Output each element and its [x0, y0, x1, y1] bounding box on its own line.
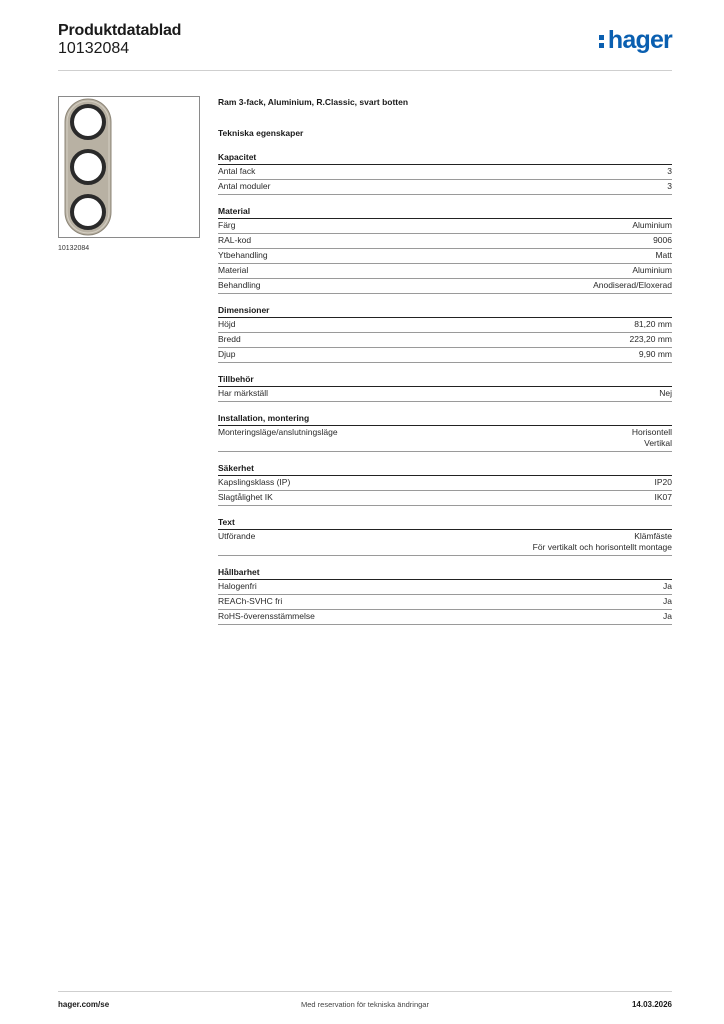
property-value: Aluminium: [632, 220, 672, 230]
property-label: Antal fack: [218, 166, 256, 176]
page-header: [58, 22, 672, 71]
page-footer: [58, 991, 672, 1012]
footer-disclaimer: Med reservation för tekniska ändringar: [301, 1000, 429, 1009]
property-label: Höjd: [218, 319, 236, 329]
property-label: Färg: [218, 220, 236, 230]
property-values: [663, 596, 672, 607]
property-row: [218, 234, 672, 249]
property-group: [218, 151, 672, 195]
property-group: [218, 516, 672, 556]
property-values: [632, 220, 672, 231]
property-row: [218, 595, 672, 610]
property-values: [653, 235, 672, 246]
group-title: Säkerhet: [218, 462, 672, 476]
property-value: 223,20 mm: [629, 334, 672, 344]
property-value: 81,20 mm: [634, 319, 672, 329]
property-value: Vertikal: [644, 438, 672, 448]
property-row: [218, 180, 672, 195]
property-row: [218, 219, 672, 234]
property-values: [663, 581, 672, 592]
property-values: [593, 280, 672, 291]
property-groups: [218, 151, 672, 625]
section-heading: Tekniska egenskaper: [218, 128, 304, 138]
property-label: Ytbehandling: [218, 250, 268, 260]
footer-website[interactable]: hager.com/se: [58, 1000, 110, 1009]
property-label: REACh-SVHC fri: [218, 596, 283, 606]
property-label: Behandling: [218, 280, 261, 290]
property-label: RoHS-överensstämmelse: [218, 611, 315, 621]
property-value: Klämfäste: [634, 531, 672, 541]
property-values: [632, 265, 672, 276]
group-title: Material: [218, 205, 672, 219]
property-values: [629, 334, 672, 345]
property-value: Aluminium: [632, 265, 672, 275]
property-group: [218, 412, 672, 452]
property-value: IP20: [654, 477, 672, 487]
document-title: Produktdatablad: [58, 22, 182, 39]
property-values: [632, 427, 672, 449]
property-value: Ja: [663, 581, 672, 591]
property-label: Slagtålighet IK: [218, 492, 273, 502]
group-title: Hållbarhet: [218, 566, 672, 580]
product-name: Ram 3-fack, Aluminium, R.Classic, svart botten: [218, 97, 409, 107]
property-group: [218, 304, 672, 363]
logo-colon-icon: [599, 33, 606, 49]
property-label: Material: [218, 265, 249, 275]
product-details: [218, 96, 672, 625]
property-values: [655, 477, 673, 488]
property-value: 3: [667, 166, 672, 176]
property-group: [218, 462, 672, 506]
property-label: Halogenfri: [218, 581, 257, 591]
group-title: Dimensioner: [218, 304, 672, 318]
property-label: Monteringsläge/anslutningsläge: [218, 427, 338, 437]
property-row: [218, 476, 672, 491]
property-label: Kapslingsklass (IP): [218, 477, 291, 487]
group-title: Tillbehör: [218, 373, 672, 387]
property-row: [218, 530, 672, 556]
property-values: [533, 531, 672, 553]
property-label: Antal moduler: [218, 181, 271, 191]
property-label: Djup: [218, 349, 236, 359]
property-row: [218, 610, 672, 625]
property-label: Bredd: [218, 334, 241, 344]
logo-text: hager: [607, 26, 672, 54]
property-label: Utförande: [218, 531, 256, 541]
property-value: Nej: [659, 388, 672, 398]
product-image: [58, 96, 200, 238]
hager-logo: [599, 26, 672, 55]
property-value: För vertikalt och horisontellt montage: [532, 542, 672, 552]
property-value: Ja: [663, 596, 672, 606]
property-row: [218, 279, 672, 294]
property-values: [655, 492, 673, 503]
property-row: [218, 348, 672, 363]
property-value: Matt: [655, 250, 672, 260]
property-group: [218, 205, 672, 294]
property-value: 9006: [653, 235, 672, 245]
product-frame-illustration: [59, 97, 199, 237]
property-value: Ja: [663, 611, 672, 621]
property-row: [218, 264, 672, 279]
property-row: [218, 249, 672, 264]
property-row: [218, 426, 672, 452]
document-number: 10132084: [58, 40, 130, 57]
property-label: RAL-kod: [218, 235, 252, 245]
property-group: [218, 566, 672, 625]
property-value: IK07: [654, 492, 672, 502]
property-value: 9,90 mm: [638, 349, 672, 359]
property-values: [659, 388, 672, 399]
property-label: Har märkställ: [218, 388, 269, 398]
property-row: [218, 491, 672, 506]
property-value: Anodiserad/Eloxerad: [593, 280, 672, 290]
footer-date: 14.03.2026: [631, 1000, 672, 1009]
image-caption: 10132084: [58, 245, 90, 252]
group-title: Installation, montering: [218, 412, 672, 426]
property-values: [639, 349, 672, 360]
property-values: [667, 166, 672, 177]
property-values: [663, 611, 672, 622]
property-value: Horisontell: [631, 427, 672, 437]
group-title: Text: [218, 516, 672, 530]
property-row: [218, 387, 672, 402]
group-title: Kapacitet: [218, 151, 672, 165]
property-row: [218, 580, 672, 595]
property-value: 3: [667, 181, 672, 191]
property-group: [218, 373, 672, 402]
property-row: [218, 333, 672, 348]
property-values: [655, 250, 672, 261]
property-values: [667, 181, 672, 192]
property-row: [218, 165, 672, 180]
property-row: [218, 318, 672, 333]
property-values: [634, 319, 672, 330]
